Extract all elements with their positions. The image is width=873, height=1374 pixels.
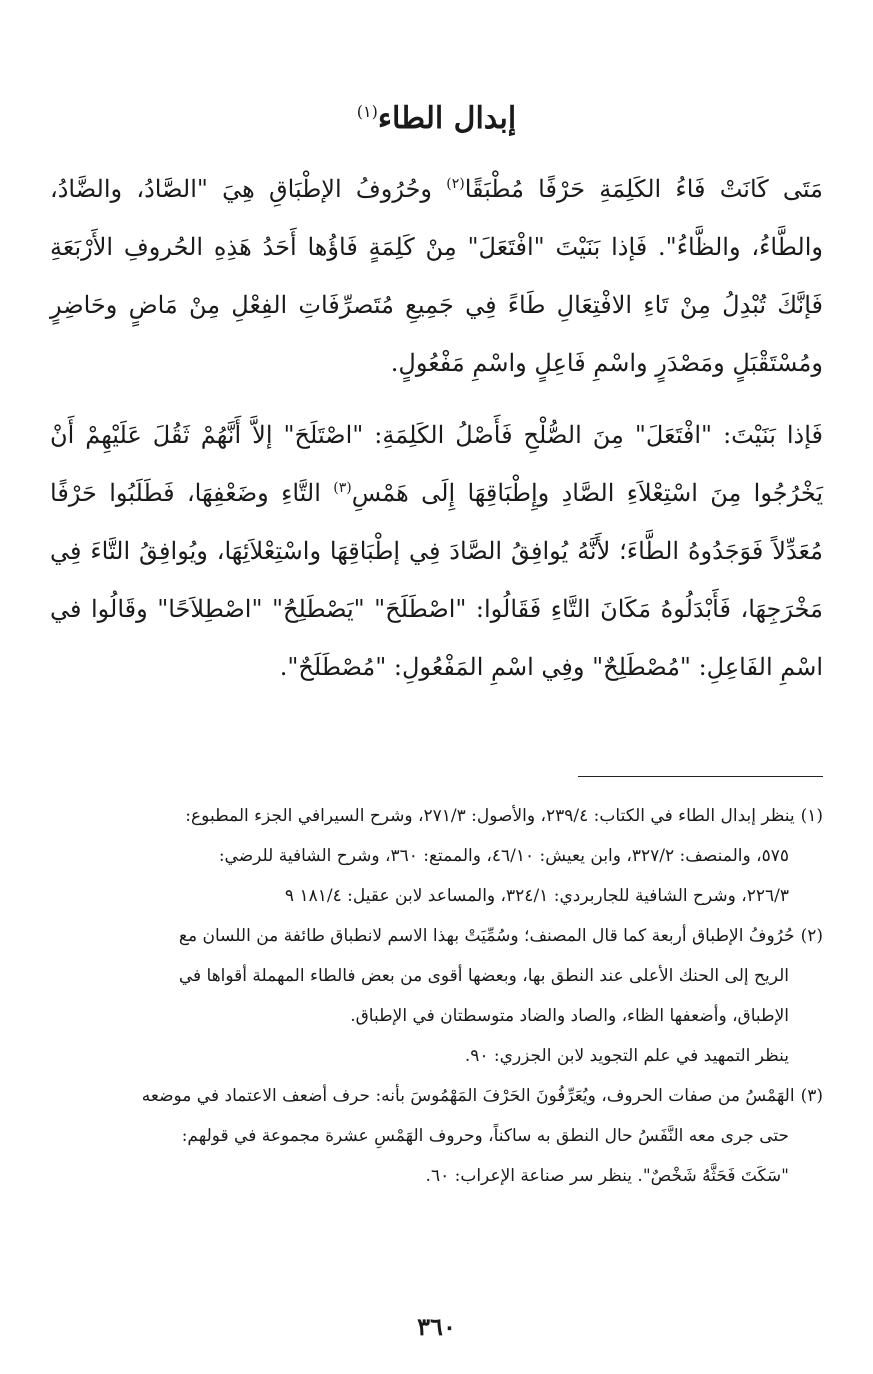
paragraph-1-part-2: وحُرُوفُ الإطْبَاقِ هِيَ "الصَّادُ، والضَّادُ، والطَّاءُ، والظَّاءُ". فَإذا بَنَيْتَ "افْتَعَلَ" مِنْ كَلِمَةٍ فَاؤُها أَحَدُ هَذِهِ الحُروفِ الأَرْبَعَةِ فَإنَّكَ تُبْدِلُ مِنْ تَاءِ الافْتِعَالِ طَاءً فِي جَمِيعِ مُتَصرِّفَاتِ الفِعْلِ مِنْ مَاضٍ وحَاضِرٍ ومُسْتَقْبَلٍ ومَصْدَرٍ واسْمِ فَاعِلٍ واسْمِ مَفْعُولٍ. [50, 175, 823, 377]
footnote-ref-2: (٢) [446, 176, 465, 192]
paragraph-2 [50, 406, 823, 696]
paragraph-2-part-1: فَإذا بَنَيْتَ: "افْتَعَلَ" مِنَ الصُّلْحِ فَأَصْلُ الكَلِمَةِ: "اصْتَلَحَ" إلاَّ أَنَّهُمْ ثَقُلَ عَلَيْهِمْ أَنْ يَخْرُجُوا مِنَ اسْتِعْلاَءِ الصَّادِ وإِطْبَاقِهَا إِلَى هَمْسِ [50, 421, 823, 507]
paragraph-2-part-2: التَّاءِ وضَعْفِهَا، فَطَلَبُوا حَرْفًا مُعَدِّلاً فَوَجَدُوهُ الطَّاءَ؛ لأَنَّهُ يُوافِقُ الصَّادَ فِي إطْبَاقِهَا واسْتِعْلاَئِهَا، ويُوافِقُ التَّاءَ فِي مَخْرَجِهَا، فَأَبْدَلُوهُ مَكَانَ التَّاءِ فَقَالُوا: "اصْطَلَحَ" "يَصْطَلِحُ" "اصْطِلاَحًا" وقَالُوا في اسْمِ الفَاعِلِ: "مُصْطَلِحٌ" وفِي اسْمِ المَفْعُولِ: "مُصْطَلَحٌ". [50, 479, 823, 681]
page-title [0, 92, 873, 139]
footnote-text: حُرُوفُ الإطباق أربعة كما قال المصنف؛ وسُمِّيَتْ بهذا الاسم لانطباق طائفة من اللسان مع [178, 926, 795, 946]
footnote-text: الهَمْسُ من صفات الحروف، ويُعَرِّفُونَ الحَرْفَ المَهْمُوسَ بأنه: حرف أضعف الاعتماد في موضعه [141, 1086, 795, 1106]
footnote-text: ينظر إبدال الطاء في الكتاب: ٢٣٩/٤، والأصول: ٢٧١/٣، وشرح السيرافي الجزء المطبوع: [185, 806, 795, 826]
footnote-number: (٣) [800, 1086, 823, 1106]
title-text: إبدال الطاء [377, 101, 517, 136]
footnote-line: الإطباق، وأضعفها الظاء، والصاد والضاد متوسطتان في الإطباق. [350, 1006, 789, 1026]
main-text [50, 160, 823, 696]
footnote-line: الريح إلى الحنك الأعلى عند النطق بها، وبعضها أقوى من بعض فالطاء المهملة أقواها في [178, 966, 789, 986]
footnote-number: (١) [800, 806, 823, 826]
footnote-number: (٢) [800, 926, 823, 946]
footnote-ref-3: (٣) [333, 480, 352, 496]
footnotes [48, 796, 823, 1196]
footnote-line: ينظر التمهيد في علم التجويد لابن الجزري: ٩٠. [464, 1046, 789, 1066]
paragraph-1 [50, 160, 823, 392]
footnote-line: ٥٧٥، والمنصف: ٣٢٧/٢، وابن يعيش: ٤٦/١٠، والممتع: ٣٦٠، وشرح الشافية للرضي: [218, 846, 789, 866]
footnote-line [48, 916, 823, 956]
footnote-line [48, 1076, 823, 1116]
footnote-2 [48, 916, 823, 1076]
footnote-line: ٢٢٦/٣، وشرح الشافية للجاربردي: ٣٢٤/١، والمساعد لابن عقيل: ١٨١/٤ ٩ [284, 886, 789, 906]
footnote-1 [48, 796, 823, 916]
footnote-separator [578, 776, 823, 777]
page-number: ٣٦٠ [417, 1312, 456, 1341]
footnote-line [48, 796, 823, 836]
footnote-3 [48, 1076, 823, 1196]
footnote-line: "سَكَتَ فَحَثَّهُ شَخْصٌ". ينظر سر صناعة الإعراب: ٦٠. [425, 1166, 789, 1186]
title-footnote-ref: (١) [356, 102, 378, 121]
paragraph-1-part-1: مَتَى كَانَتْ فَاءُ الكَلِمَةِ حَرْفًا مُطْبَقًا [464, 175, 824, 203]
footnote-line: حتى جرى معه النَّفَسُ حال النطق به ساكناً، وحروف الهَمْسِ عشرة مجموعة في قولهم: [181, 1126, 789, 1146]
